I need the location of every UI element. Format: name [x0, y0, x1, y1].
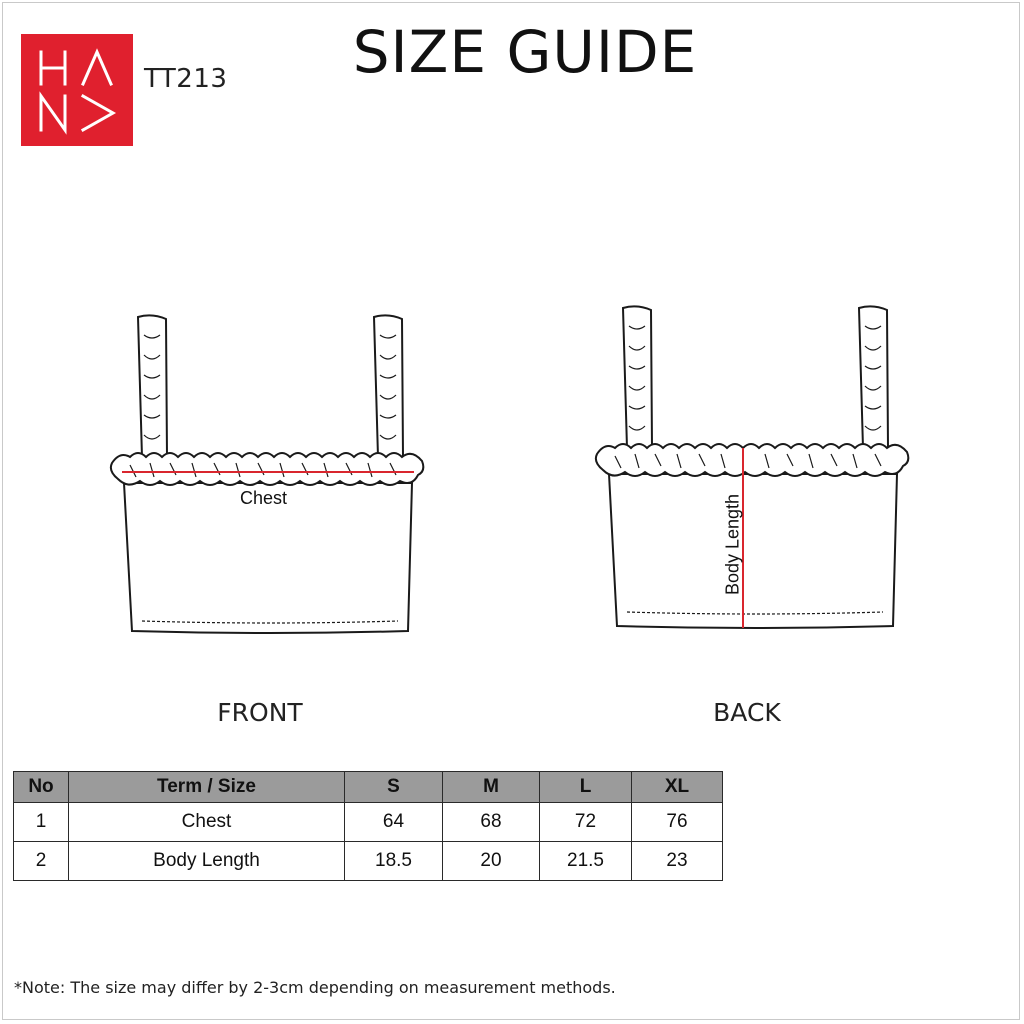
table-cell: Body Length	[69, 842, 345, 881]
table-cell: 20	[443, 842, 540, 881]
header-size-m: M	[443, 772, 540, 803]
table-cell: 23	[632, 842, 723, 881]
header-size-l: L	[540, 772, 632, 803]
chest-label: Chest	[240, 488, 288, 508]
table-cell: 2	[14, 842, 69, 881]
back-garment-illustration	[585, 300, 925, 640]
header-term-size: Term / Size	[69, 772, 345, 803]
table-cell: 64	[345, 803, 443, 842]
table-row	[14, 842, 723, 881]
header-no: No	[14, 772, 69, 803]
size-table	[13, 771, 723, 881]
table-cell: Chest	[69, 803, 345, 842]
product-code: TT213	[144, 64, 228, 94]
front-garment-illustration	[100, 305, 440, 645]
table-header-row	[14, 772, 723, 803]
table-row	[14, 803, 723, 842]
table-cell: 68	[443, 803, 540, 842]
table-cell: 72	[540, 803, 632, 842]
header-size-xl: XL	[632, 772, 723, 803]
back-label: BACK	[713, 698, 781, 727]
body-length-label: Body Length	[722, 493, 743, 596]
page-title: SIZE GUIDE	[352, 18, 698, 86]
table-cell: 18.5	[345, 842, 443, 881]
header-size-s: S	[345, 772, 443, 803]
front-label: FRONT	[217, 698, 303, 727]
table-cell: 21.5	[540, 842, 632, 881]
table-cell: 76	[632, 803, 723, 842]
table-cell: 1	[14, 803, 69, 842]
measurement-note: *Note: The size may differ by 2-3cm depending on measurement methods.	[14, 978, 616, 997]
